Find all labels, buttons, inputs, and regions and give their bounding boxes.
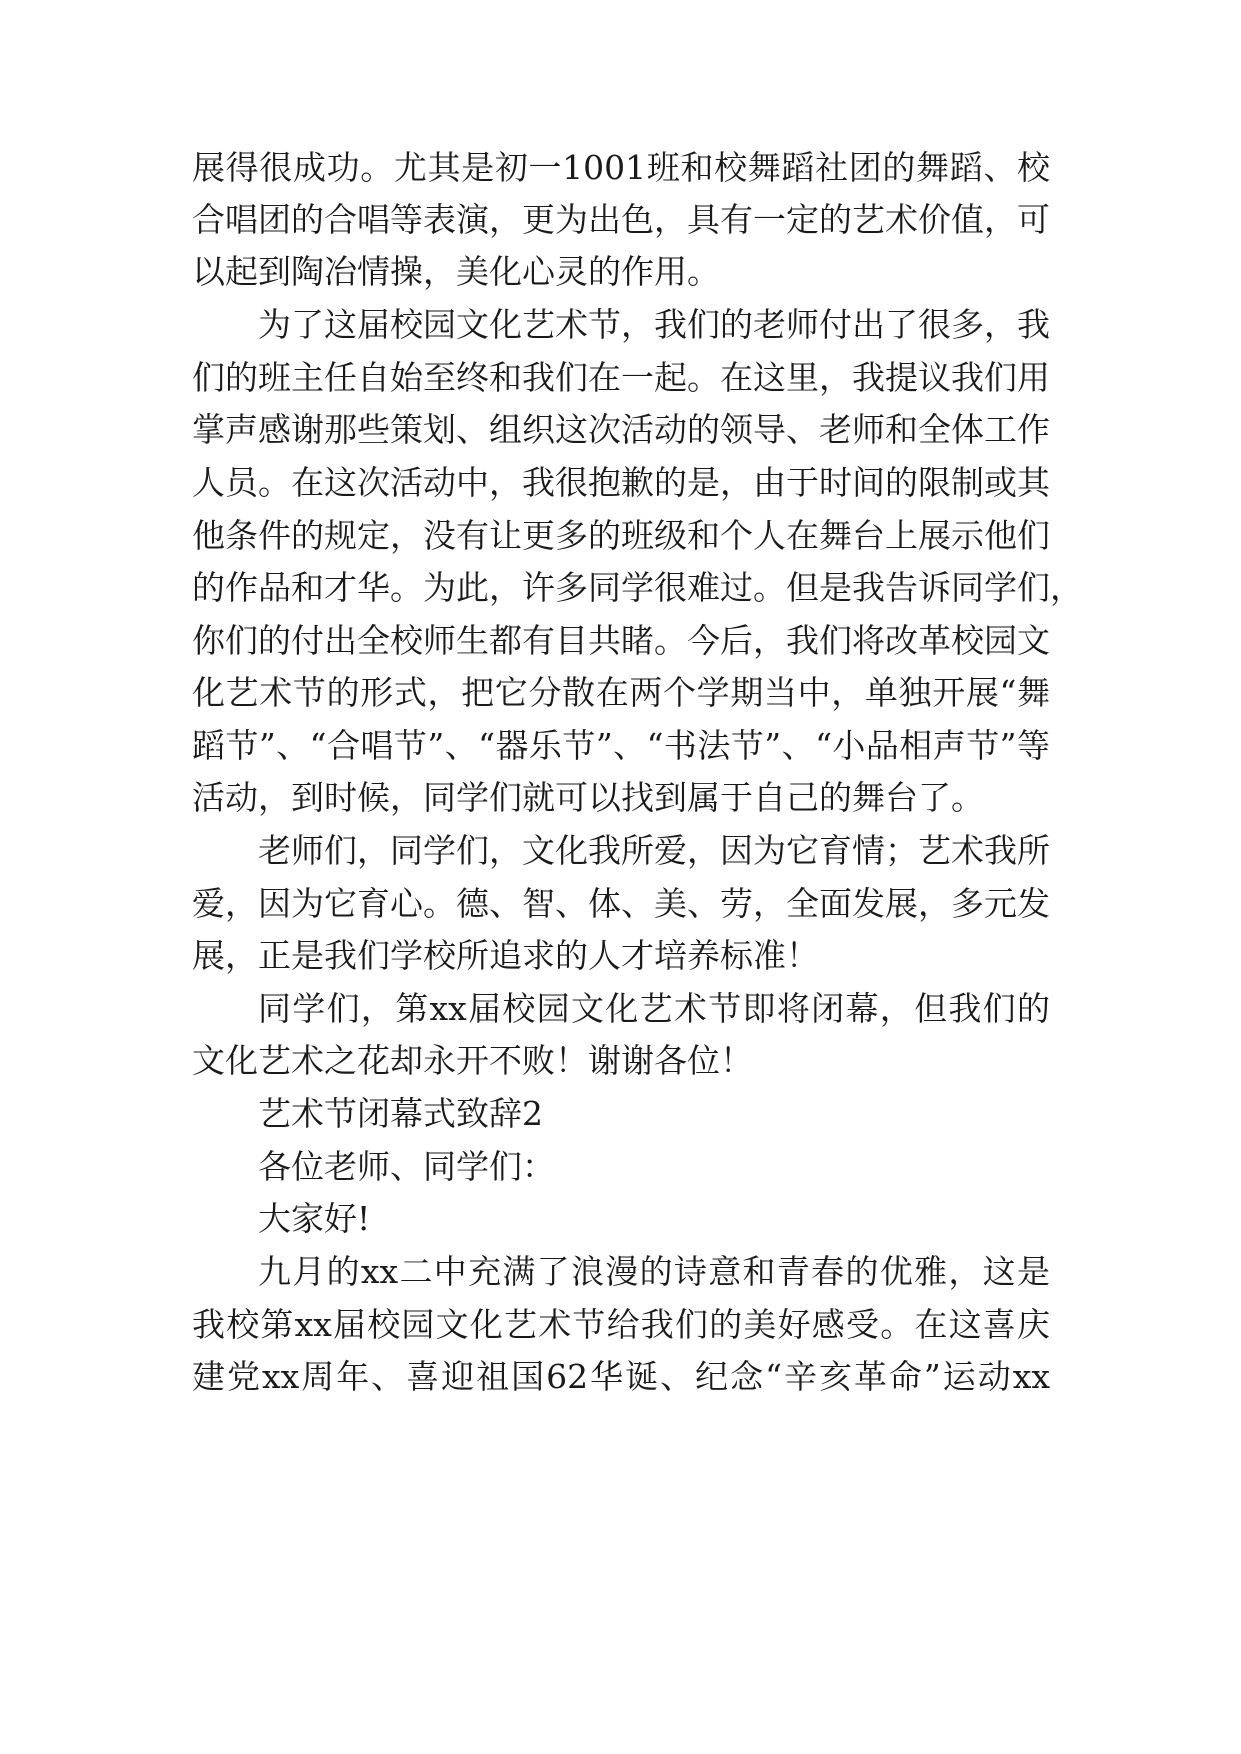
text-line: 化艺术节的形式，把它分散在两个学期当中，单独开展“舞 (192, 673, 1050, 712)
text-line: 展得很成功。尤其是初一1001班和校舞蹈社团的舞蹈、校 (192, 148, 1050, 187)
text-line: 我校第xx届校园文化艺术节给我们的美好感受。在这喜庆 (192, 1305, 1050, 1344)
greeting: 大家好! (258, 1199, 371, 1238)
text-line: 展，正是我们学校所追求的人才培养标准！ (192, 936, 819, 975)
text-line: 文化艺术之花却永开不败！谢谢各位！ (192, 1041, 753, 1080)
text-line: 以起到陶冶情操，美化心灵的作用。 (192, 252, 720, 291)
paragraph-first-line: 为了这届校园文化艺术节，我们的老师付出了很多，我 (258, 305, 1050, 344)
text-line: 们的班主任自始至终和我们在一起。在这里，我提议我们用 (192, 358, 1050, 397)
salutation: 各位老师、同学们： (258, 1147, 555, 1186)
paragraph-first-line: 九月的xx二中充满了浪漫的诗意和青春的优雅，这是 (258, 1252, 1050, 1291)
text-line: 人员。在这次活动中，我很抱歉的是，由于时间的限制或其 (192, 463, 1050, 502)
paragraph-first-line: 同学们，第xx届校园文化艺术节即将闭幕，但我们的 (258, 989, 1050, 1028)
text-line: 蹈节”、“合唱节”、“器乐节”、“书法节”、“小品相声节”等 (192, 726, 1050, 765)
paragraph-first-line: 老师们，同学们，文化我所爱，因为它育情；艺术我所 (258, 831, 1050, 870)
text-line: 活动，到时候，同学们就可以找到属于自己的舞台了。 (192, 778, 984, 817)
text-line: 建党xx周年、喜迎祖国62华诞、纪念“辛亥革命”运动xx (192, 1357, 1050, 1396)
text-line: 掌声感谢那些策划、组织这次活动的领导、老师和全体工作 (192, 410, 1050, 449)
section-title: 艺术节闭幕式致辞2 (258, 1094, 543, 1133)
text-line: 的作品和才华。为此，许多同学很难过。但是我告诉同学们， (192, 568, 1083, 607)
text-line: 合唱团的合唱等表演，更为出色，具有一定的艺术价值，可 (192, 200, 1050, 239)
text-line: 你们的付出全校师生都有目共睹。今后，我们将改革校园文 (192, 621, 1050, 660)
text-line: 他条件的规定，没有让更多的班级和个人在舞台上展示他们 (192, 516, 1050, 555)
text-line: 爱，因为它育心。德、智、体、美、劳，全面发展，多元发 (192, 884, 1050, 923)
